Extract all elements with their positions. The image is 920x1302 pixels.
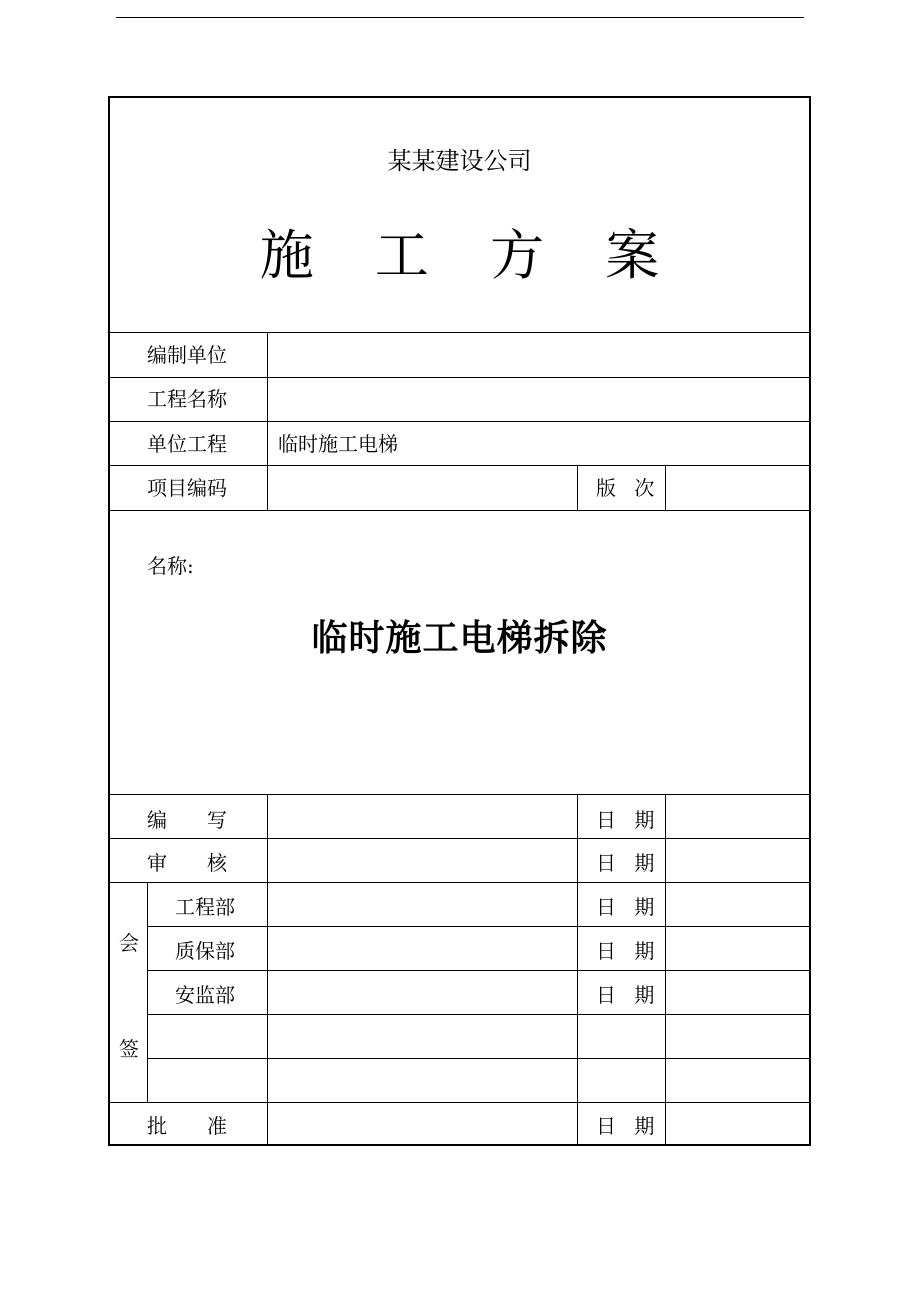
row-divider [110,510,809,511]
row-divider [110,465,809,466]
review-label: 审 核 [147,851,227,875]
column-divider [577,465,578,510]
date-label: 日 期 [596,895,661,919]
project-name-label: 工程名称 [147,387,227,411]
row-divider [110,794,809,795]
column-divider [267,332,268,510]
row-divider [110,332,809,333]
column-divider [665,465,666,510]
column-divider [267,794,268,1144]
unit-project-value[interactable]: 临时施工电梯 [278,432,398,456]
company-name: 某某建设公司 [387,147,532,175]
row-divider [147,926,809,927]
unit-project-label: 单位工程 [147,432,227,456]
countersign-label: 签 [119,1037,139,1061]
row-divider [110,421,809,422]
row-divider [147,970,809,971]
date-label: 日 期 [596,1114,661,1138]
date-label: 日 期 [596,808,661,832]
dept-quality-label: 质保部 [175,939,235,963]
approve-label: 批 准 [147,1114,227,1138]
row-divider [147,1014,809,1015]
construction-plan-form [108,96,811,1146]
header-rule [116,17,804,18]
date-label: 日 期 [596,851,661,875]
document-title: 施 工 方 案 [259,224,682,287]
row-divider [110,377,809,378]
project-code-label: 项目编码 [147,476,227,500]
version-label: 版 次 [596,476,661,500]
row-divider [110,1102,809,1103]
column-divider [577,794,578,1144]
date-label: 日 期 [596,939,661,963]
plan-name-value: 临时施工电梯拆除 [311,617,608,659]
compile-unit-label: 编制单位 [147,343,227,367]
date-label: 日 期 [596,983,661,1007]
dept-engineering-label: 工程部 [175,895,235,919]
countersign-label: 会 [119,931,139,955]
row-divider [110,838,809,839]
plan-name-label: 名称: [147,554,194,578]
column-divider [147,882,148,1102]
row-divider [147,1058,809,1059]
row-divider [110,882,809,883]
dept-safety-label: 安监部 [175,983,235,1007]
column-divider [665,794,666,1144]
write-label: 编 写 [147,808,227,832]
